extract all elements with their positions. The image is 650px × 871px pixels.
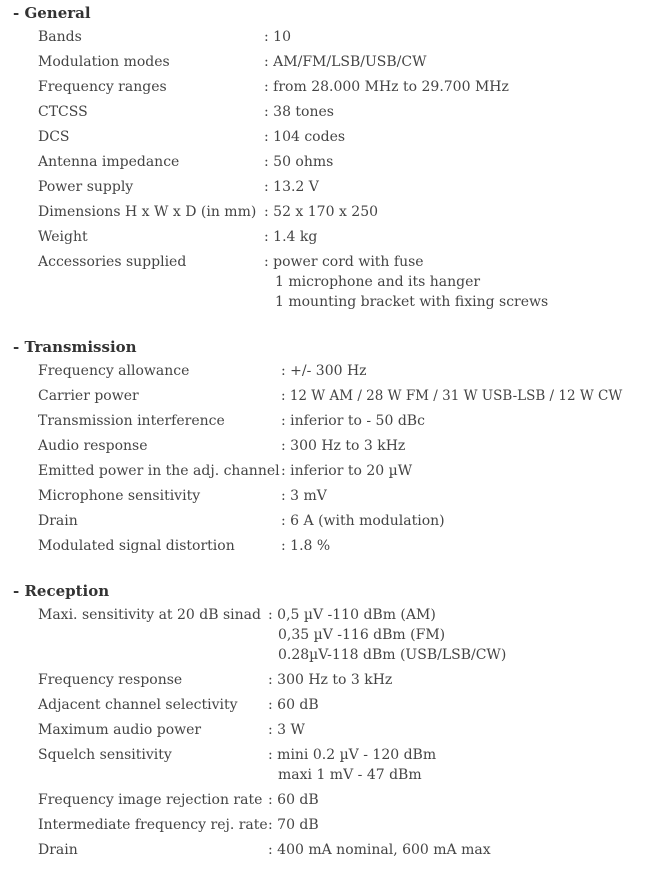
spec-row [0,229,650,249]
spec-label: Drain [38,513,78,529]
spec-row [0,254,650,274]
spec-row [0,672,650,692]
spec-value: : 3 mV [281,488,327,504]
spec-label: Frequency ranges [38,79,167,95]
spec-value: : +/- 300 Hz [281,363,367,379]
spec-row [0,463,650,483]
spec-row [0,54,650,74]
section-title-transmission: - Transmission [13,338,137,356]
spec-label: Frequency image rejection rate [38,792,263,808]
spec-value: : 50 ohms [264,154,334,170]
spec-label: Dimensions H x W x D (in mm) [38,204,257,220]
spec-row [0,29,650,49]
spec-value: : 13.2 V [264,179,319,195]
spec-label: Microphone sensitivity [38,488,201,504]
spec-value: : from 28.000 MHz to 29.700 MHz [264,79,509,95]
spec-row [0,607,650,627]
spec-value: : 1.8 % [281,538,331,554]
spec-value: : 1.4 kg [264,229,318,245]
spec-value-continuation: 0,35 µV -116 dBm (FM) [278,627,446,643]
spec-row [0,204,650,224]
spec-value-continuation: 0.28µV-118 dBm (USB/LSB/CW) [278,647,507,663]
spec-row [0,722,650,742]
spec-label: Frequency response [38,672,183,688]
spec-label: Audio response [38,438,148,454]
spec-row [0,154,650,174]
spec-label: Emitted power in the adj. channel [38,463,280,479]
spec-label: CTCSS [38,104,88,120]
spec-value: : 300 Hz to 3 kHz [281,438,406,454]
spec-label: Frequency allowance [38,363,190,379]
spec-row [0,79,650,99]
spec-value: : 38 tones [264,104,334,120]
spec-label: Modulation modes [38,54,170,70]
spec-row [0,697,650,717]
spec-value: : mini 0.2 µV - 120 dBm [268,747,437,763]
spec-value: : 104 codes [264,129,346,145]
spec-value: : AM/FM/LSB/USB/CW [264,54,427,70]
section-title-reception: - Reception [13,582,110,600]
spec-row [0,747,650,767]
spec-value: : power cord with fuse [264,254,424,270]
spec-value: : 60 dB [268,697,319,713]
spec-label: Maxi. sensitivity at 20 dB sinad [38,607,261,623]
spec-value: : 70 dB [268,817,319,833]
spec-value: : 12 W AM / 28 W FM / 31 W USB-LSB / 12 W CW [281,388,623,404]
spec-row [0,538,650,558]
section-title-general: - General [13,4,91,22]
spec-row [0,513,650,533]
spec-value: : 400 mA nominal, 600 mA max [268,842,491,858]
spec-label: Squelch sensitivity [38,747,172,763]
spec-value: : 60 dB [268,792,319,808]
spec-row [0,438,650,458]
spec-label: Intermediate frequency rej. rate [38,817,268,833]
spec-value-continuation: maxi 1 mV - 47 dBm [278,767,422,783]
spec-row [0,129,650,149]
spec-row [0,817,650,837]
spec-label: DCS [38,129,70,145]
spec-label: Weight [38,229,88,245]
spec-label: Drain [38,842,78,858]
spec-value: : inferior to - 50 dBc [281,413,425,429]
spec-value-continuation: 1 microphone and its hanger [275,274,481,290]
spec-value: : 300 Hz to 3 kHz [268,672,393,688]
spec-row [0,413,650,433]
spec-label: Accessories supplied [38,254,187,270]
spec-value: : 10 [264,29,291,45]
spec-value: : 6 A (with modulation) [281,513,445,529]
spec-label: Adjacent channel selectivity [38,697,238,713]
spec-label: Transmission interference [38,413,225,429]
spec-row [0,488,650,508]
spec-value: : 0,5 µV -110 dBm (AM) [268,607,436,623]
spec-label: Antenna impedance [38,154,180,170]
spec-label: Maximum audio power [38,722,202,738]
spec-label: Bands [38,29,82,45]
spec-value: : inferior to 20 µW [281,463,413,479]
spec-value: : 52 x 170 x 250 [264,204,379,220]
spec-label: Modulated signal distortion [38,538,235,554]
spec-row [0,842,650,862]
spec-value: : 3 W [268,722,305,738]
spec-label: Power supply [38,179,134,195]
spec-row [0,388,650,408]
spec-row [0,363,650,383]
spec-row [0,179,650,199]
spec-row [0,792,650,812]
spec-value-continuation: 1 mounting bracket with fixing screws [275,294,549,310]
spec-row [0,104,650,124]
spec-label: Carrier power [38,388,139,404]
